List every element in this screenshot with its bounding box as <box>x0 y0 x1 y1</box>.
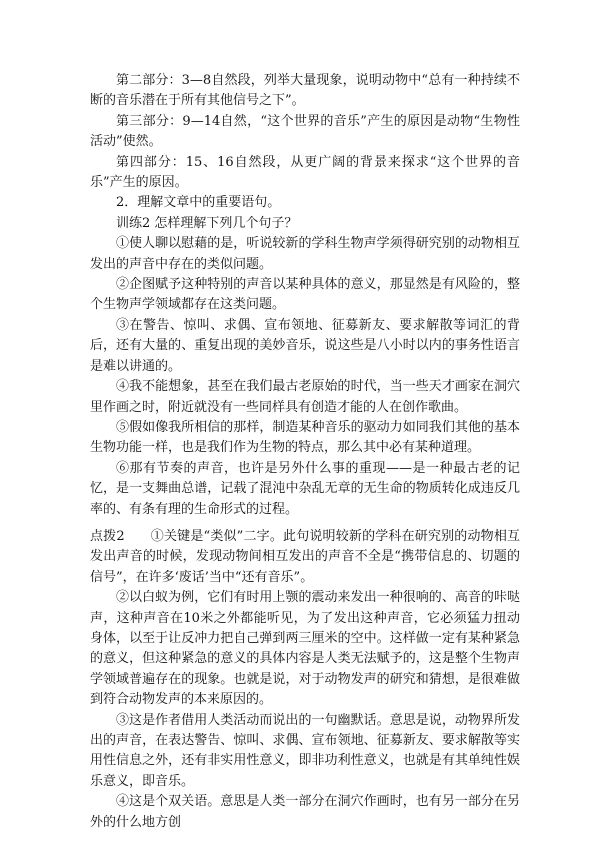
tip-answer-1: ①关键是“类似”二字。此句说明较新的学科在研究别的动物相互发出声音的时候，发现动物间相互发出的声音不全是“携带信息的、切题的信号”，在许多‘废话’当中“还有音乐”。 <box>90 528 520 585</box>
tip-label: 点拨2 <box>90 528 125 544</box>
document-body <box>90 71 520 833</box>
sentence-item-4: ④我不能想象，甚至在我们最古老原始的时代，当一些天才画家在洞穴里作画之时，附近就没有一些同样具有创造才能的人在创作歌曲。 <box>90 379 520 415</box>
exercise-heading: 训练2 怎样理解下列几个句子？ <box>116 215 298 231</box>
paragraph-part-four: 第四部分：15、16自然段，从更广阔的背景来探求“这个世界的音乐”产生的原因。 <box>90 154 520 191</box>
sentence-item-3: ③在警告、惊叫、求偶、宣布领地、征募新友、要求解散等词汇的背后，还有大量的、重复出现的美妙音乐，说这些是八小时以内的事务性语言是难以讲通的。 <box>90 317 520 374</box>
section-heading-key-sentences: 2．理解文章中的重要语句。 <box>116 195 281 211</box>
sentence-item-2: ②企图赋予这种特别的声音以某种具体的意义，那显然是有风险的，整个生物声学领域都存在这类问题。 <box>90 277 520 313</box>
paragraph-part-three: 第三部分：9—14自然，“这个世界的音乐”产生的原因是动物“生物性活动”使然。 <box>90 113 520 150</box>
sentence-item-6: ⑥那有节奏的声音，也许是另外什么事的重现——是一种最古老的记忆，是一支舞曲总谱，记载了混沌中杂乱无章的无生命的物质转化成违反几率的、有条有理的生命形式的过程。 <box>90 460 520 517</box>
answer-item-4: ④这是个双关语。意思是人类一部分在洞穴作画时，也有另一部分在另外的什么地方创 <box>90 794 520 830</box>
sentence-item-1: ①使人聊以慰藉的是，听说较新的学科生物声学须得研究别的动物相互发出的声音中存在的类似问题。 <box>90 236 520 272</box>
answer-item-3: ③这是作者借用人类活动而说出的一句幽默话。意思是说，动物界所发出的声音，在表达警告、惊叫、求偶、宣布领地、征募新友、要求解散等实用性信息之外，还有非实用性意义，即非功利性意义，也就是有其单纯性娱乐意义，即音乐。 <box>90 712 520 789</box>
sentence-item-5: ⑤假如像我所相信的那样，制造某种音乐的驱动力如同我们其他的基本生物功能一样，也是我们作为生物的特点，那么其中必有某种道理。 <box>90 419 520 456</box>
tip-paragraph <box>90 527 520 588</box>
paragraph-part-two: 第二部分：3—8自然段，列举大量现象，说明动物中“总有一种持续不断的音乐潜在于所有其他信号之下”。 <box>90 73 520 109</box>
answer-item-2: ②以白蚁为例，它们有时用上颚的震动来发出一种很响的、高音的咔哒声，这种声音在10米之外都能听见，为了发出这种声音，它必须猛力扭动身体，以至于让反冲力把自己弹到两三厘米的空中。这样做一定有某种紧急的意义，但这种紧急的意义的具体内容是人类无法赋予的，这是整个生物声学领域普遍存在的现象。也就是说，对于动物发声的研究和猜想，是很难做到符合动物发声的本来原因的。 <box>90 590 520 708</box>
